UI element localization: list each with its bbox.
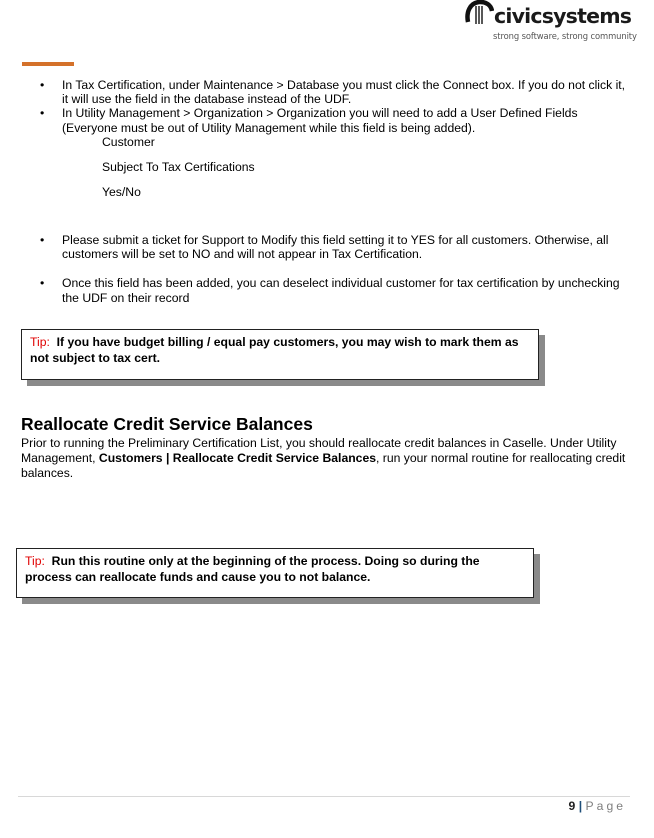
bullet-icon: • [40,276,45,291]
page-number-value: 9 [568,799,576,813]
page-number [569,799,626,813]
list-item-text: Once this field has been added, you can deselect individual customer for tax certification by unchecking the UDF on their record [62,276,620,305]
list-item-text: In Utility Management > Organization > Organization you will need to add a User Defined Fields (Everyone must be out of Utility Management while this field is being added). [62,106,578,135]
tip-text: Run this routine only at the beginning of the process. Doing so during the process can reallocate funds and cause you to not balance. [25,554,480,584]
list-item [40,78,632,106]
section-body [21,436,633,482]
list-item [40,106,632,134]
footer-divider [18,796,630,797]
section-body-text: Prior to running the Preliminary Certification List, you should reallocate credit balances in Caselle. Under Utility Management, [21,436,617,466]
udf-field-values [102,135,255,210]
bullet-icon: • [40,233,45,247]
logo-mark-icon [464,0,494,26]
udf-line: Yes/No [102,185,141,199]
bullet-icon: • [40,78,45,92]
bullet-icon: • [40,106,45,121]
tip-box-run-routine [16,548,534,598]
civicsystems-logo [462,0,638,46]
list-item-text: In Tax Certification, under Maintenance > Database you must click the Connect box. If you do not click it, it will use the field in the database instead of the UDF. [62,78,626,107]
logo-wordmark: civicsystems [494,4,632,28]
bullet-list-top [40,78,632,135]
list-item-text: Please submit a ticket for Support to Modify this field setting it to YES for all customers. Otherwise, all customers will be set to NO and will not appear in Tax Certification. [62,233,609,262]
page-label: Page [585,799,626,813]
tip-label: Tip: [25,554,45,568]
accent-bar [22,62,74,66]
udf-line: Subject To Tax Certifications [102,160,255,174]
tip-box-budget-billing [21,329,539,380]
menu-path: Customers | Reallocate Credit Service Balances [98,451,376,466]
tip-text: If you have budget billing / equal pay customers, you may wish to mark them as not subject to tax cert. [30,335,519,365]
page-separator: | [578,799,583,813]
bullet-list-bottom [40,233,632,320]
section-body-text: , run your normal routine for reallocating credit balances. [21,451,626,481]
list-item [40,233,632,261]
list-item [40,276,632,304]
udf-line: Customer [102,135,155,149]
section-heading: Reallocate Credit Service Balances [21,414,313,434]
tip-label: Tip: [30,335,50,349]
logo-tagline: strong software, strong community [493,31,637,41]
